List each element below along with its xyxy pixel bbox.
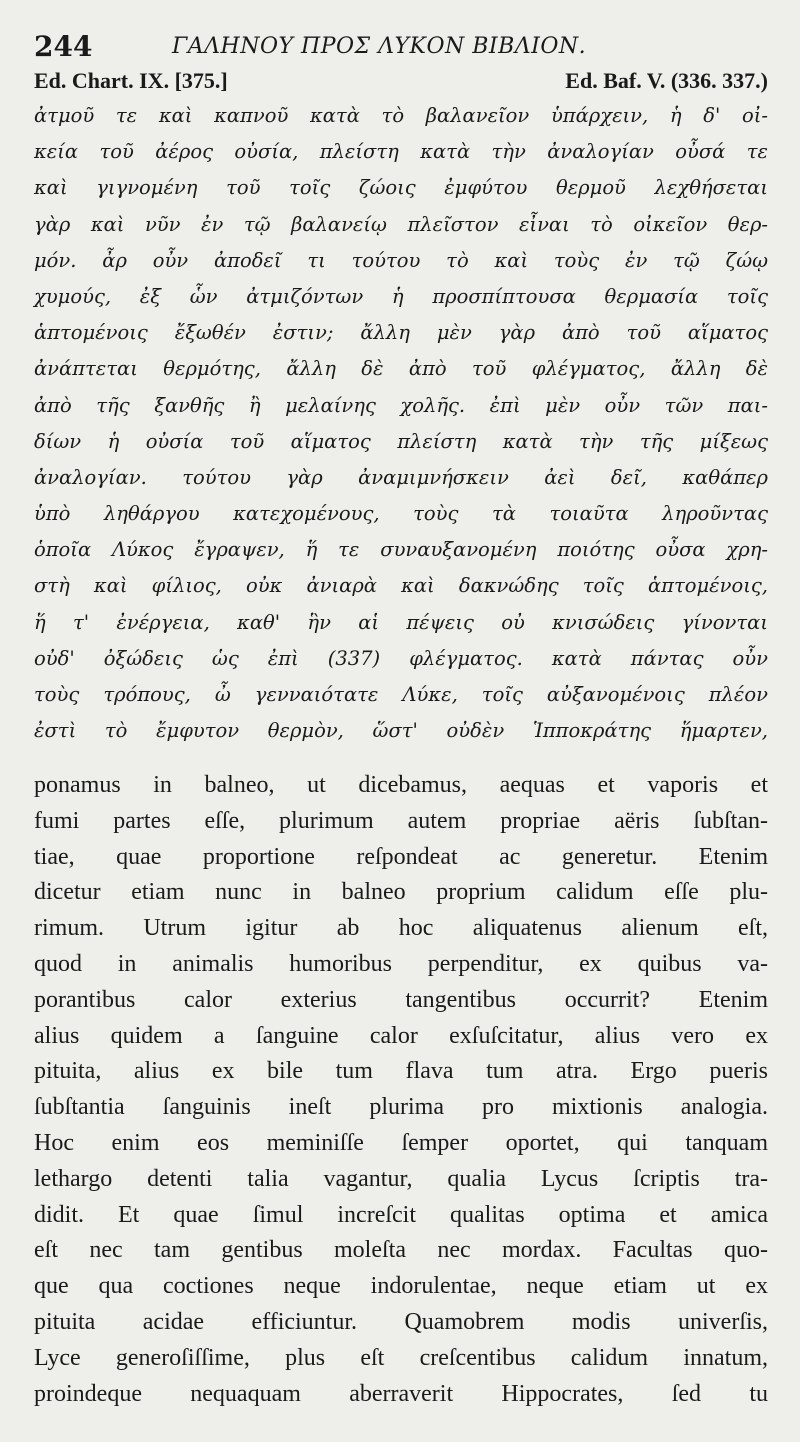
latin-text-line: tiae, quae proportione reſpondeat ac generetur. Etenim <box>34 843 768 870</box>
greek-text-line: μόν. ἆρ οὖν ἀποδεῖ τι τούτου τὸ καὶ τοὺς ἐν τῷ ζώῳ <box>34 248 768 272</box>
edition-reference-line <box>34 68 768 98</box>
greek-text-line: στὴ καὶ φίλιος, οὐκ ἀνιαρὰ καὶ δακνώδης τοῖς ἁπτομένοις, <box>34 574 768 598</box>
latin-text-line: ſubſtantia ſanguinis ineſt plurima pro mixtionis analogia. <box>34 1094 768 1121</box>
greek-text-block <box>34 98 768 749</box>
greek-text-line: καὶ γιγνομένη τοῦ τοῖς ζώοις ἐμφύτου θερμοῦ λεχθήσεται <box>34 176 768 200</box>
edition-reference-right: Ed. Baf. V. (336. 337.) <box>565 68 768 93</box>
latin-text-line: lethargo detenti talia vagantur, qualia Lycus ſcriptis tra- <box>34 1165 768 1192</box>
greek-text-line: ἀτμοῦ τε καὶ καπνοῦ κατὰ τὸ βαλανεῖον ὑπάρχειν, ἡ δ' οἰ- <box>34 104 768 127</box>
greek-text-line: δίων ἡ οὐσία τοῦ αἵματος πλείστη κατὰ τὴν τῆς μίξεως <box>34 429 768 453</box>
latin-text-line: didit. Et quae ſimul increſcit qualitas optima et amica <box>34 1201 768 1228</box>
greek-text-line: ἀπὸ τῆς ξανθῆς ἢ μελαίνης χολῆς. ἐπὶ μὲν οὖν τῶν παι- <box>34 393 768 417</box>
latin-text-line: que qua coctiones neque indorulentae, neque etiam ut ex <box>34 1273 768 1300</box>
greek-text-line: γὰρ καὶ νῦν ἐν τῷ βαλανείῳ πλεῖστον εἶναι τὸ οἰκεῖον θερ- <box>34 212 768 236</box>
greek-text-line: κεία τοῦ ἀέρος οὐσία, πλείστη κατὰ τὴν ἀναλογίαν οὖσά τε <box>34 140 768 164</box>
latin-text-line: Lyce generoſiſſime, plus eſt creſcentibus calidum innatum, <box>34 1344 768 1371</box>
latin-text-line: rimum. Utrum igitur ab hoc aliquatenus alienum eſt, <box>34 915 768 942</box>
latin-text-line: quod in animalis humoribus perpenditur, ex quibus va- <box>34 950 768 977</box>
latin-text-line: eſt nec tam gentibus moleſta nec mordax. Facultas quo- <box>34 1237 768 1264</box>
greek-text-line: χυμούς, ἐξ ὧν ἀτμιζόντων ἡ προσπίπτουσα θερμασία τοῖς <box>34 284 768 308</box>
latin-text-line: porantibus calor exterius tangentibus occurrit? Etenim <box>34 986 768 1013</box>
greek-text-line: ὁποῖα Λύκος ἔγραψεν, ἥ τε συναυξανομένη ποιότης οὖσα χρη- <box>34 538 768 562</box>
latin-text-line: alius quidem a ſanguine calor exſuſcitatur, alius vero ex <box>34 1022 768 1049</box>
latin-text-line: fumi partes eſſe, plurimum autem propriae aëris ſubſtan- <box>34 807 768 834</box>
latin-text-line: pituita acidae efficiuntur. Quamobrem modis univerſis, <box>34 1308 768 1335</box>
greek-text-line: ἐστὶ τὸ ἔμφυτον θερμὸν, ὥστ' οὐδὲν Ἱπποκράτης ἥμαρτεν, <box>34 719 768 743</box>
latin-text-line: ponamus in balneo, ut dicebamus, aequas et vaporis et <box>34 772 768 798</box>
page-number: 244 <box>34 30 93 63</box>
latin-text-line: dicetur etiam nunc in balneo proprium calidum eſſe plu- <box>34 879 768 906</box>
latin-text-block <box>34 768 768 1412</box>
greek-text-line: ὑπὸ ληθάργου κατεχομένους, τοὺς τὰ τοιαῦτα ληροῦντας <box>34 502 768 526</box>
latin-text-line: Hoc enim eos meminiſſe ſemper oportet, qui tanquam <box>34 1129 768 1156</box>
latin-text-line: pituita, alius ex bile tum flava tum atra. Ergo pueris <box>34 1058 768 1085</box>
page-header <box>34 28 774 68</box>
greek-text-line: ἀναλογίαν. τούτου γὰρ ἀναμιμνήσκειν ἀεὶ δεῖ, καθάπερ <box>34 465 768 489</box>
edition-reference-left: Ed. Chart. IX. [375.] <box>34 68 228 93</box>
greek-text-line: ἁπτομένοις ἔξωθέν ἐστιν; ἄλλη μὲν γὰρ ἀπὸ τοῦ αἵματος <box>34 321 768 345</box>
latin-text-line: proindeque nequaquam aberraverit Hippocrates, ſed tu <box>34 1380 768 1407</box>
greek-text-line: ἀνάπτεται θερμότης, ἄλλη δὲ ἀπὸ τοῦ φλέγματος, ἄλλη δὲ <box>34 357 768 381</box>
greek-text-line: τοὺς τρόπους, ὦ γενναιότατε Λύκε, τοῖς αὐξανομένοις πλέον <box>34 683 768 706</box>
running-title: ΓΑΛΗΝΟΥ ΠΡΟΣ ΛΥΚΟΝ ΒΙΒΛΙΟΝ. <box>172 34 587 59</box>
greek-text-line: οὐδ' ὀξώδεις ὡς ἐπὶ (337) φλέγματος. κατὰ πάντας οὖν <box>34 646 768 670</box>
greek-text-line: ἥ τ' ἐνέργεια, καθ' ἣν αἱ πέψεις οὐ κνισώδεις γίνονται <box>34 610 768 634</box>
